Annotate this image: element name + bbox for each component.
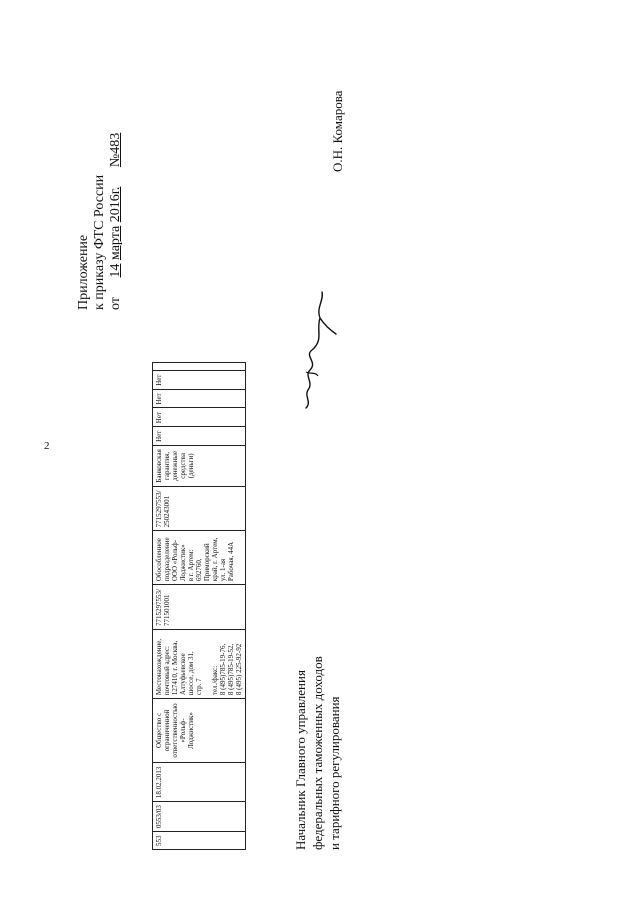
location-line: Алтуфьевское шоссе, дом 31, [179, 651, 195, 696]
branch-line: ул. 1-ая Рабочая, 44А [219, 541, 235, 582]
branch-line: Приморский край, г. Артем, [203, 537, 219, 582]
phone-line: 8 (495)785-19-52, [227, 643, 235, 696]
cell-num: 553 [153, 832, 246, 850]
order-day: 14 [108, 263, 123, 278]
registry-table [152, 362, 246, 850]
signatory-title-line: и тарифного регулирования [327, 696, 342, 850]
order-from: от [108, 297, 123, 310]
signatory-title-line: федеральных таможенных доходов [310, 656, 325, 850]
signatory-title-line: Начальник Главного управления [293, 670, 308, 850]
cell-date: 18.02.2013 [153, 762, 246, 801]
phone-line: 8 (495) 225-92-92 [235, 643, 243, 696]
handwritten-signature [294, 290, 344, 410]
appendix-order-date [108, 133, 124, 310]
branch-line: ООО «Рольф-Лоджистик» [171, 540, 187, 582]
order-number: №483 [108, 132, 123, 168]
cell-inn-kpp: 7715297553/ 771501001 [153, 585, 246, 630]
branch-line: в г. Артем: 692760, [187, 549, 203, 582]
location-line: Местонахождение, почтовый адрес: 127410, г. Москва, [155, 638, 179, 696]
cell-branch-inn-kpp: 7715297553/ 250243001 [153, 486, 246, 530]
appendix-title: Приложение [76, 234, 91, 310]
phone-line: 8 (495)785-19-76, [219, 643, 227, 696]
cell-flag-3: Нет [153, 389, 246, 408]
cell-flag-4: Нет [153, 371, 246, 390]
cell-name: Общество с ограниченной ответственностью «Рольф-Лоджистик» [153, 699, 246, 763]
signatory-title [292, 656, 343, 850]
page-number: 2 [44, 440, 50, 452]
table-row [153, 363, 246, 850]
appendix-header [76, 133, 124, 310]
cell-reg-no: 0553/03 [153, 802, 246, 832]
cell-guarantee: Банковская гарантия, денежные средства (деньги) [153, 445, 246, 486]
cell-branch [153, 531, 246, 585]
order-year: 2016г. [108, 186, 123, 223]
cell-flag-2: Нет [153, 408, 246, 427]
appendix-order-ref: к приказу ФТС России [92, 174, 107, 310]
cell-empty [153, 363, 246, 371]
phone-label: тел./факс: [211, 665, 219, 696]
order-month: марта [108, 225, 123, 261]
cell-flag-1: Нет [153, 427, 246, 446]
signatory-name: О.Н. Комарова [330, 90, 345, 172]
cell-location [153, 630, 246, 699]
branch-line: Обособленное подразделение [155, 537, 171, 582]
location-line: стр. 7 [195, 678, 203, 696]
